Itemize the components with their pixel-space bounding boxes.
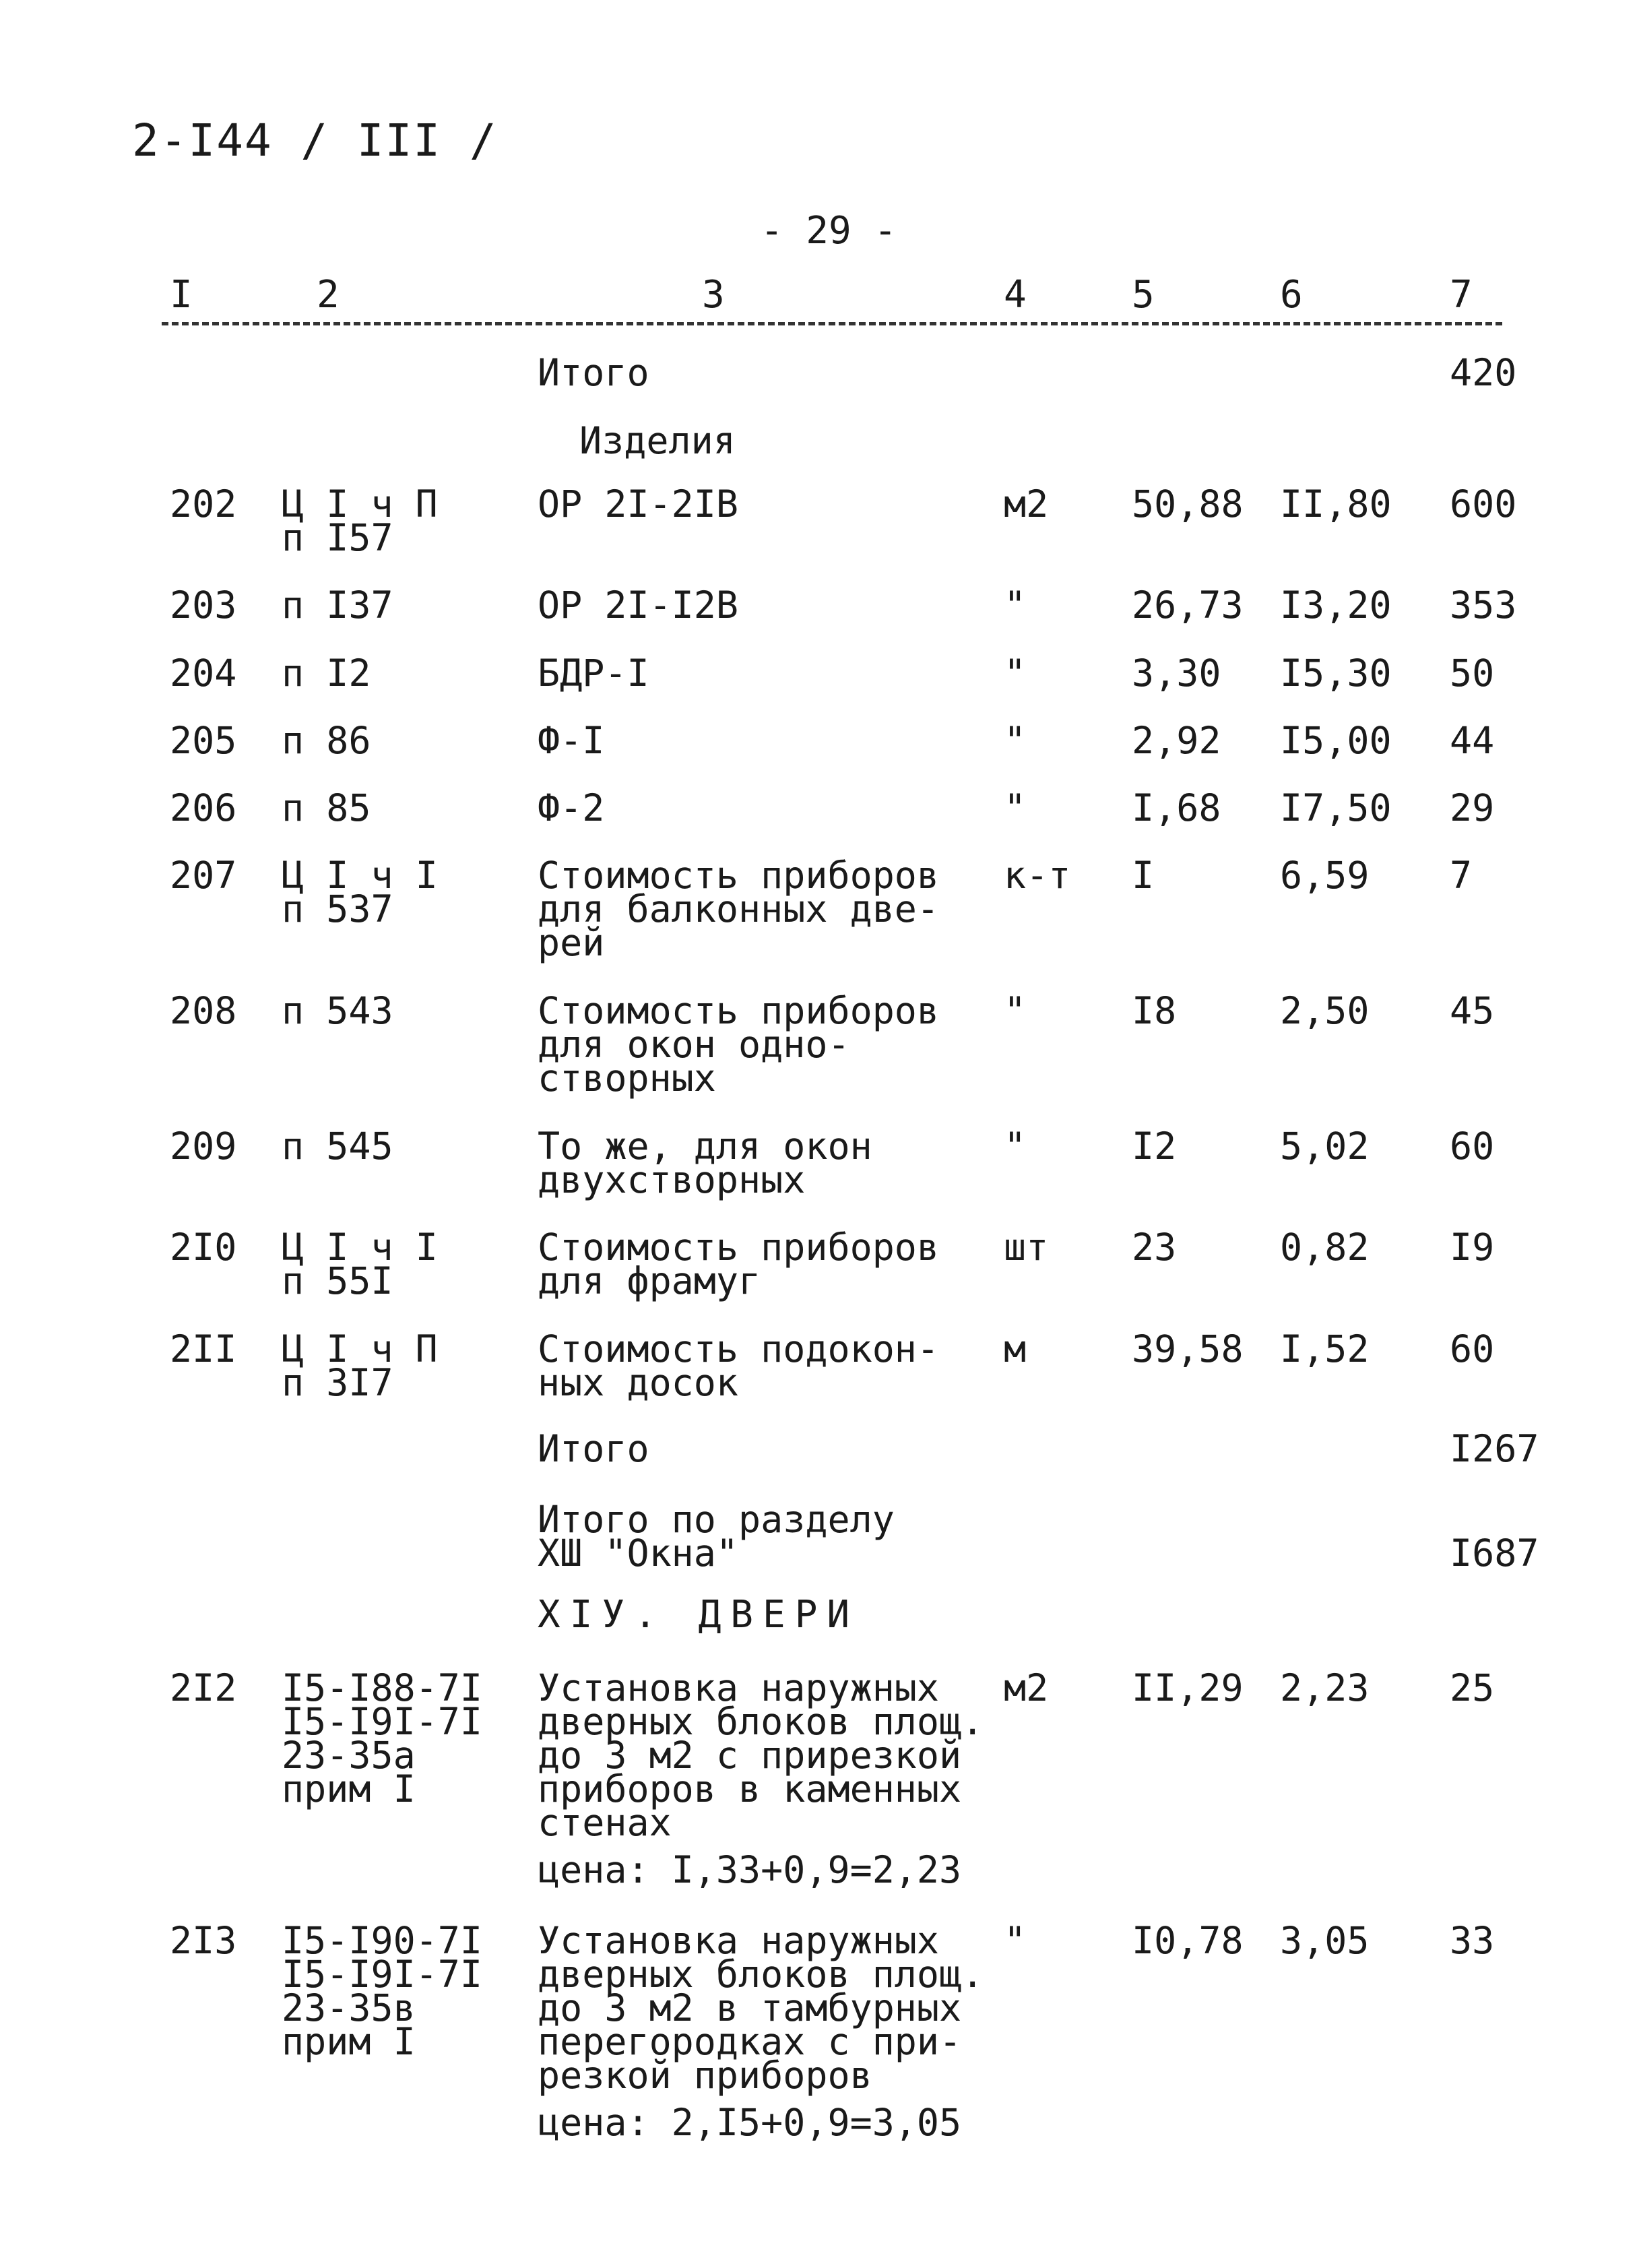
row-quantity: I2 — [1132, 1125, 1177, 1168]
row-quantity: 3,30 — [1132, 652, 1221, 695]
row-description: Стоимость приборов для окон одно- створных — [538, 989, 940, 1100]
row-reference: п 545 — [282, 1125, 393, 1168]
column-header-6: 6 — [1280, 273, 1303, 317]
row-unit: " — [1004, 786, 1027, 829]
row-description: ОР 2I-2IВ — [538, 482, 739, 526]
row-cost: 600 — [1450, 482, 1517, 526]
row-cost: 7 — [1450, 854, 1473, 897]
row-reference: Ц I ч I п 537 — [282, 854, 438, 931]
row-description: Стоимость приборов для балконных две- рей — [538, 854, 940, 964]
row-unit-price: 2,50 — [1280, 989, 1370, 1032]
row-quantity: I,68 — [1132, 786, 1221, 829]
row-cost: I9 — [1450, 1226, 1495, 1269]
total-value: I267 — [1450, 1427, 1539, 1470]
row-cost: 44 — [1450, 719, 1495, 762]
section-heading: ХIУ. ДВЕРИ — [538, 1593, 860, 1637]
row-number: 206 — [170, 786, 237, 829]
row-reference: I5-I90-7I I5-I9I-7I 23-35в прим I — [282, 1919, 483, 2063]
row-description: Ф-I — [538, 719, 605, 762]
row-quantity: 26,73 — [1132, 584, 1244, 627]
row-unit: " — [1004, 652, 1027, 695]
row-price-note: цена: I,33+0,9=2,23 — [538, 1848, 962, 1891]
row-number: 205 — [170, 719, 237, 762]
row-unit-price: I5,00 — [1280, 719, 1392, 762]
row-cost: 25 — [1450, 1666, 1495, 1709]
row-reference: п 86 — [282, 719, 371, 762]
document-code: 2-I44 / III / — [132, 115, 498, 166]
row-description: Установка наружных дверных блоков площ. до 3 м2 с прирезкой приборов в каменных стенах — [538, 1666, 984, 1844]
row-reference: Ц I ч П п 3I7 — [282, 1327, 438, 1404]
header-divider — [162, 322, 1502, 325]
total-value: 420 — [1450, 351, 1517, 394]
row-number: 2I0 — [170, 1226, 237, 1269]
row-quantity: 2,92 — [1132, 719, 1221, 762]
row-number: 204 — [170, 652, 237, 695]
total-label: Итого — [538, 1427, 649, 1470]
row-unit-price: 5,02 — [1280, 1125, 1370, 1168]
row-quantity: 23 — [1132, 1226, 1177, 1269]
row-description: ОР 2I-I2В — [538, 584, 739, 627]
row-number: 208 — [170, 989, 237, 1032]
row-unit: " — [1004, 1125, 1027, 1168]
row-cost: 45 — [1450, 989, 1495, 1032]
section-total-label: Итого по разделу ХШ "Окна" — [538, 1498, 895, 1575]
row-unit-price: I7,50 — [1280, 786, 1392, 829]
row-unit: м — [1004, 1327, 1027, 1371]
row-reference: п I2 — [282, 652, 371, 695]
row-unit: " — [1004, 1919, 1027, 1962]
row-unit: м2 — [1004, 482, 1049, 526]
row-cost: 29 — [1450, 786, 1495, 829]
row-quantity: I8 — [1132, 989, 1177, 1032]
column-header-5: 5 — [1132, 273, 1155, 317]
row-unit-price: 3,05 — [1280, 1919, 1370, 1962]
row-reference: п I37 — [282, 584, 393, 627]
row-number: 2I3 — [170, 1919, 237, 1962]
row-unit: " — [1004, 989, 1027, 1032]
section-total-value: I687 — [1450, 1532, 1539, 1575]
row-cost: 60 — [1450, 1125, 1495, 1168]
row-quantity: I0,78 — [1132, 1919, 1244, 1962]
row-quantity: 39,58 — [1132, 1327, 1244, 1371]
row-unit-price: I3,20 — [1280, 584, 1392, 627]
row-quantity: II,29 — [1132, 1666, 1244, 1709]
row-unit-price: 0,82 — [1280, 1226, 1370, 1269]
row-description: БДР-I — [538, 652, 649, 695]
row-unit: м2 — [1004, 1666, 1049, 1709]
page-number: - 29 - — [760, 209, 897, 253]
row-reference: п 543 — [282, 989, 393, 1032]
row-cost: 60 — [1450, 1327, 1495, 1371]
row-description: Установка наружных дверных блоков площ. до 3 м2 в тамбурных перегородках с при- резкой приборов — [538, 1919, 984, 2097]
row-unit-price: I,52 — [1280, 1327, 1370, 1371]
row-unit: " — [1004, 584, 1027, 627]
row-unit-price: I5,30 — [1280, 652, 1392, 695]
row-number: 2II — [170, 1327, 237, 1371]
column-header-4: 4 — [1004, 273, 1027, 317]
row-unit-price: 6,59 — [1280, 854, 1370, 897]
row-reference: Ц I ч I п 55I — [282, 1226, 438, 1302]
row-number: 2I2 — [170, 1666, 237, 1709]
row-description: Стоимость подокон- ных досок — [538, 1327, 940, 1404]
row-reference: п 85 — [282, 786, 371, 829]
column-header-2: 2 — [317, 273, 340, 317]
row-unit: к-т — [1004, 854, 1071, 897]
column-header-1: I — [170, 273, 193, 317]
row-number: 203 — [170, 584, 237, 627]
row-number: 202 — [170, 482, 237, 526]
row-price-note: цена: 2,I5+0,9=3,05 — [538, 2101, 962, 2144]
row-unit-price: 2,23 — [1280, 1666, 1370, 1709]
row-quantity: 50,88 — [1132, 482, 1244, 526]
row-unit: шт — [1004, 1226, 1049, 1269]
row-number: 209 — [170, 1125, 237, 1168]
row-description: Стоимость приборов для фрамуг — [538, 1226, 940, 1302]
row-reference: Ц I ч П п I57 — [282, 482, 438, 559]
total-label: Итого — [538, 351, 649, 394]
row-description: То же, для окон двухстворных — [538, 1125, 872, 1201]
row-cost: 33 — [1450, 1919, 1495, 1962]
row-description: Ф-2 — [538, 786, 605, 829]
row-cost: 353 — [1450, 584, 1517, 627]
row-number: 207 — [170, 854, 237, 897]
section-label: Изделия — [579, 419, 736, 462]
row-unit-price: II,80 — [1280, 482, 1392, 526]
column-header-3: 3 — [702, 273, 725, 317]
row-quantity: I — [1132, 854, 1155, 897]
column-header-7: 7 — [1450, 273, 1473, 317]
row-reference: I5-I88-7I I5-I9I-7I 23-35а прим I — [282, 1666, 483, 1810]
row-unit: " — [1004, 719, 1027, 762]
row-cost: 50 — [1450, 652, 1495, 695]
